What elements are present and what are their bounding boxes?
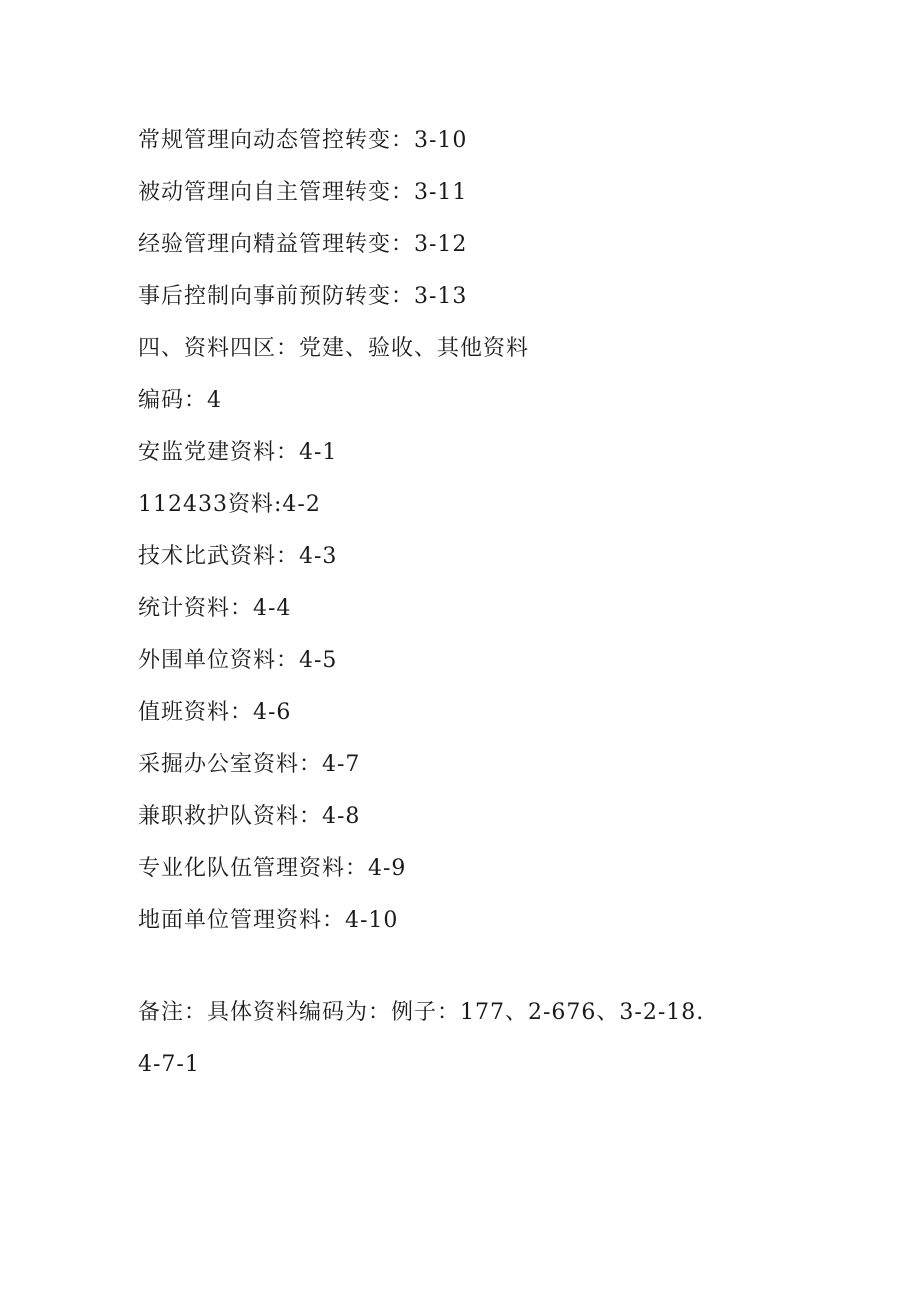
text-line: 被动管理向自主管理转变：3-11 — [138, 180, 468, 205]
text-line: 112433资料:4-2 — [138, 492, 321, 517]
text-line: 兼职救护队资料：4-8 — [138, 804, 361, 829]
text-line: 编码：4 — [138, 388, 222, 413]
text-line: 经验管理向精益管理转变：3-12 — [138, 232, 468, 257]
text-line: 专业化队伍管理资料：4-9 — [138, 856, 407, 881]
note-line: 4-7-1 — [138, 1052, 200, 1077]
text-line: 事后控制向事前预防转变：3-13 — [138, 284, 468, 309]
note-line: 备注：具体资料编码为：例子：177、2-676、3-2-18. — [138, 1000, 705, 1025]
text-line: 安监党建资料：4-1 — [138, 440, 338, 465]
text-line: 值班资料：4-6 — [138, 700, 292, 725]
text-line: 统计资料：4-4 — [138, 596, 292, 621]
text-line: 技术比武资料：4-3 — [138, 544, 338, 569]
text-line: 常规管理向动态管控转变：3-10 — [138, 128, 468, 153]
text-line: 地面单位管理资料：4-10 — [138, 908, 399, 933]
text-line: 采掘办公室资料：4-7 — [138, 752, 361, 777]
section-heading: 四、资料四区：党建、验收、其他资料 — [138, 336, 530, 361]
text-line: 外围单位资料：4-5 — [138, 648, 338, 673]
